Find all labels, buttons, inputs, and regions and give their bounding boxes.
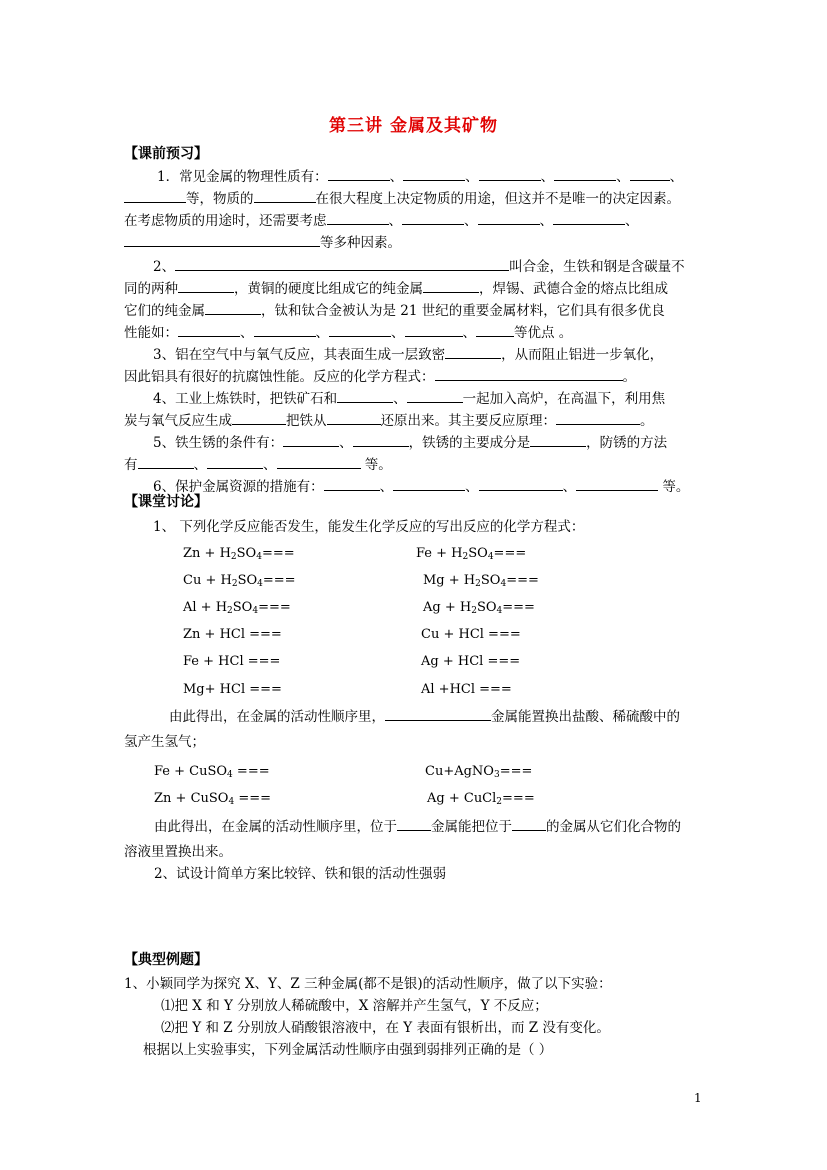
page-number: 1	[694, 1091, 702, 1105]
equation-cu-agno3: Cu+AgNO$_3$===	[425, 764, 533, 780]
blank	[479, 476, 563, 491]
blank	[476, 322, 514, 337]
blank	[124, 232, 320, 247]
blank	[277, 454, 361, 469]
blank	[178, 278, 234, 293]
conclusion-2-line-1: 由此得出，在金属的活动性顺序里，位于 金属能把位于 的金属从它们化合物的	[154, 816, 681, 837]
preview-item-1-line-4: 等多种因素。	[124, 232, 401, 253]
equation-cu-h2so4: $Cu + H_2SO_4===$	[183, 573, 296, 589]
preview-item-3-line-1: 3、铝在空气中与氧气反应，其表面生成一层致密 ，从而阻止铝进一步氧化，	[153, 344, 663, 365]
preview-item-4-line-2: 炭与氧气反应生成 把铁从 还原出来。其主要反应原理： 。	[124, 410, 654, 431]
blank	[205, 300, 261, 315]
blank	[405, 322, 463, 337]
equation-al-hcl: Al +HCl ===	[421, 682, 512, 697]
blank	[254, 322, 316, 337]
blank	[402, 210, 464, 225]
blank	[329, 322, 391, 337]
blank	[478, 210, 540, 225]
equation-zn-h2so4: $Zn + H_2SO_4===$	[183, 546, 295, 562]
preview-item-3-line-2: 因此铝具有很好的抗腐蚀性能。反应的化学方程式： 。	[124, 366, 636, 387]
section-heading-preview: 【课前预习】	[124, 146, 208, 162]
equation-zn-cuso4: Zn + CuSO$_4$ ===	[154, 791, 272, 807]
section-heading-examples: 【典型例题】	[124, 952, 208, 968]
discussion-question-1: 1、 下列化学反应能否发生，能发生化学反应的写出反应的化学方程式：	[153, 519, 585, 535]
blank	[337, 388, 393, 403]
blank	[353, 432, 409, 447]
blank	[530, 432, 586, 447]
example-1-prompt: 根据以上实验事实，下列金属活动性顺序由强到弱排列正确的是（ ）	[143, 1042, 553, 1058]
equation-al-h2so4: $Al + H_2SO_4===$	[183, 600, 291, 616]
blank	[554, 166, 616, 181]
conclusion-2-line-2: 溶液里置换出来。	[124, 844, 232, 860]
preview-item-5-line-2: 有 、 、 等。	[124, 454, 392, 475]
blank	[283, 432, 339, 447]
blank	[207, 454, 263, 469]
preview-item-2-line-3: 它们的纯金属 ，钛和钛合金被认为是 21 世纪的重要金属材料，它们具有很多优良	[124, 300, 665, 321]
blank	[556, 410, 640, 425]
blank	[328, 166, 390, 181]
preview-item-1-line-1: 1．常见金属的物理性质有： 、 、 、 、 、	[157, 166, 683, 187]
preview-item-6-line-1: 6、保护金属资源的措施有： 、 、 、 等。	[153, 476, 689, 497]
blank	[138, 454, 194, 469]
blank	[423, 278, 479, 293]
blank	[576, 476, 658, 491]
example-1-step-2: ⑵把 Y 和 Z 分别放人硝酸银溶液中，在 Y 表面有银析出，而 Z 没有变化。	[161, 1020, 610, 1036]
blank	[435, 366, 623, 381]
preview-item-5-line-1: 5、铁生锈的条件有： 、 ，铁锈的主要成分是 ，防锈的方法	[153, 432, 667, 453]
preview-item-2-line-4: 性能如： 、 、 、 、 等优点 。	[124, 322, 572, 343]
preview-item-2-line-1: 2、 叫合金，生铁和钢是含碳量不	[153, 256, 685, 277]
equation-ag-h2so4: $Ag + H_2SO_4===$	[423, 600, 535, 616]
preview-item-4-line-1: 4、工业上炼铁时，把铁矿石和 、 一起加入高炉，在高温下，利用焦	[153, 388, 665, 409]
blank	[553, 210, 625, 225]
conclusion-1-line-1: 由此得出，在金属的活动性顺序里， 金属能置换出盐酸、稀硫酸中的	[169, 706, 680, 727]
blank	[175, 256, 509, 271]
blank	[445, 344, 501, 359]
conclusion-1-line-2: 氢产生氢气；	[124, 734, 205, 750]
blank	[178, 322, 240, 337]
page-title: 第三讲 金属及其矿物	[329, 116, 498, 136]
equation-ag-hcl: Ag + HCl ===	[421, 654, 521, 669]
blank	[124, 188, 186, 203]
blank	[327, 410, 381, 425]
preview-item-1-line-3: 在考虑物质的用途时，还需要考虑 、 、 、 、	[124, 210, 639, 231]
blank	[630, 166, 670, 181]
discussion-question-2: 2、试设计简单方案比较锌、铁和银的活动性强弱	[154, 866, 447, 882]
example-1-step-1: ⑴把 X 和 Y 分别放人稀硫酸中，X 溶解并产生氢气，Y 不反应；	[161, 998, 548, 1014]
equation-cu-hcl: Cu + HCl ===	[421, 627, 521, 642]
blank	[479, 166, 541, 181]
equation-mg-h2so4: $Mg + H_2SO_4===$	[423, 573, 539, 589]
preview-item-1-line-2: 等，物质的 在很大程度上决定物质的用途，但这并不是唯一的决定因素。	[124, 188, 680, 209]
blank	[397, 816, 431, 831]
blank	[324, 476, 380, 491]
blank	[512, 816, 546, 831]
preview-item-2-line-2: 同的两种 ，黄铜的硬度比组成它的纯金属 ，焊锡、武德合金的熔点比组成	[124, 278, 668, 299]
blank	[407, 388, 463, 403]
blank	[403, 166, 465, 181]
blank	[232, 410, 286, 425]
equation-ag-cucl2: Ag + CuCl$_2$===	[427, 791, 535, 807]
equation-fe-h2so4: $Fe + H_2SO_4===$	[416, 546, 527, 562]
equation-mg-hcl: Mg+ HCl ===	[183, 682, 282, 697]
equation-fe-cuso4: Fe + CuSO$_4$ ===	[154, 764, 270, 780]
section-heading-discussion: 【课堂讨论】	[124, 494, 208, 510]
blank	[254, 188, 316, 203]
equation-zn-hcl: Zn + HCl ===	[183, 627, 282, 642]
blank	[393, 476, 465, 491]
equation-fe-hcl: Fe + HCl ===	[183, 654, 281, 669]
blank	[327, 210, 389, 225]
blank	[385, 706, 491, 721]
example-1-question: 1、小颖同学为探究 X、Y、Z 三种金属(都不是银)的活动性顺序，做了以下实验：	[124, 976, 612, 992]
